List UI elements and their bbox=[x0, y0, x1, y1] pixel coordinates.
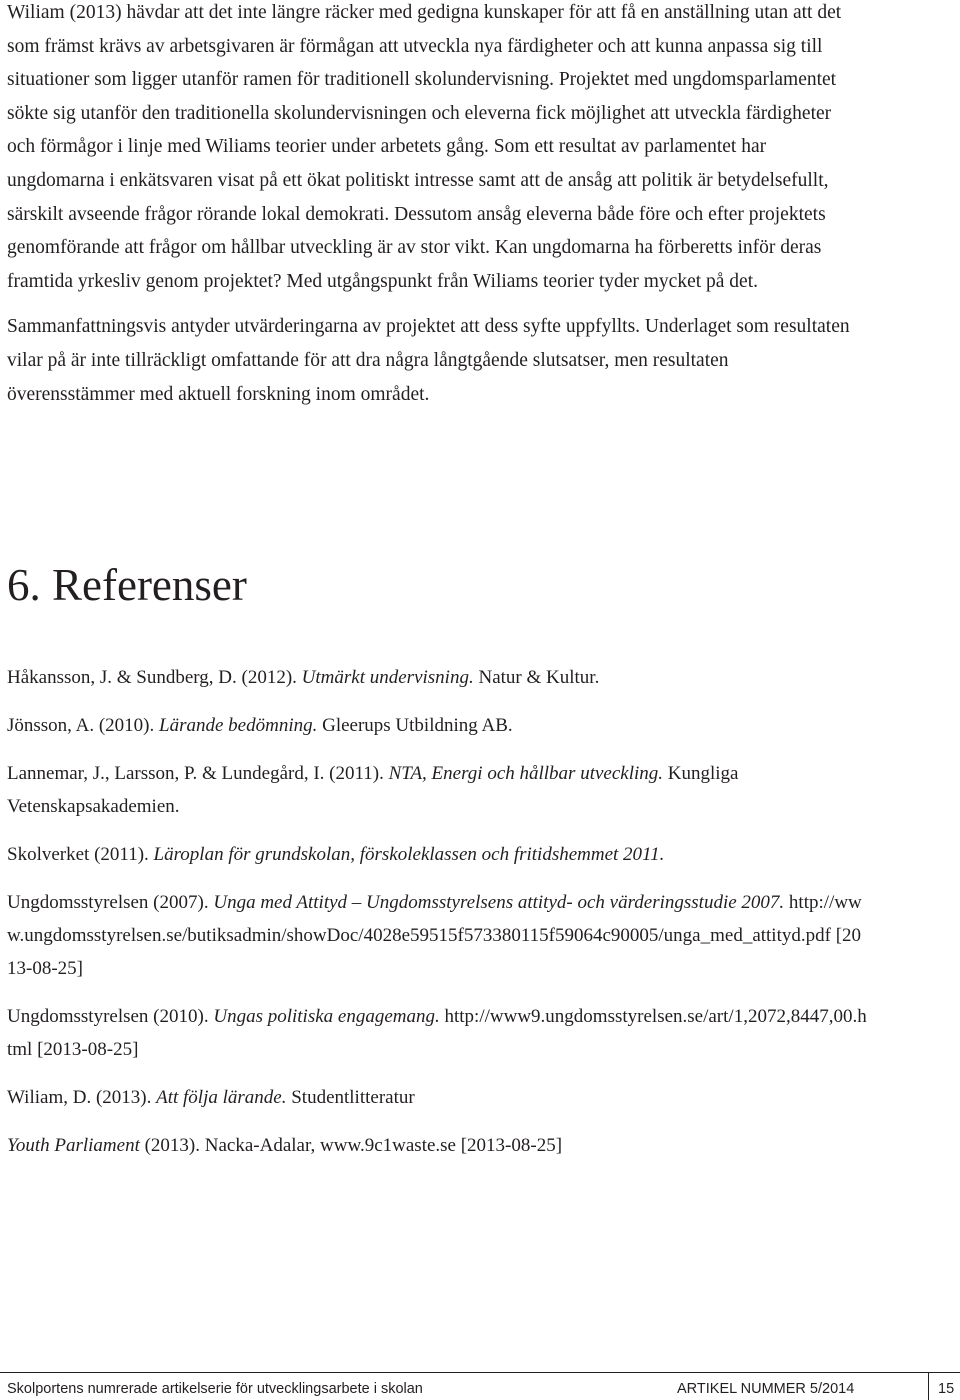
page-footer bbox=[0, 1372, 960, 1400]
reference-item: Lannemar, J., Larsson, P. & Lundegård, I. (2011). NTA, Energi och hållbar utveckling. Kungliga Vetenskapsakademien. bbox=[7, 763, 739, 817]
footer-divider bbox=[928, 1373, 929, 1400]
reference-item: Ungdomsstyrelsen (2007). Unga med Attityd – Ungdomsstyrelsens attityd- och värderingsstudie 2007. http://www.ungdomsstyrelsen.se/butiksadmin/showDoc/4028e59515f573380115f59064c90005/unga_med_attityd.pdf [2013-08-25] bbox=[7, 892, 862, 979]
reference-item: Ungdomsstyrelsen (2010). Ungas politiska engagemang. http://www9.ungdomsstyrelsen.se/art/1,2072,8447,00.html [2013-08-25] bbox=[7, 1006, 867, 1060]
page-number: 15 bbox=[938, 1381, 955, 1397]
references-heading: 6. Referenser bbox=[7, 560, 247, 610]
reference-item: Wiliam, D. (2013). Att följa lärande. Studentlitteratur bbox=[7, 1087, 415, 1108]
reference-item: Håkansson, J. & Sundberg, D. (2012). Utmärkt undervisning. Natur & Kultur. bbox=[7, 667, 600, 688]
reference-list bbox=[7, 661, 867, 1177]
footer-article-number: ARTIKEL NUMMER 5/2014 bbox=[677, 1381, 855, 1397]
body-paragraph-1: Wiliam (2013) hävdar att det inte längre räcker med gedigna kunskaper för att få en anställning utan att det som främst krävs av arbetsgivaren är förmågan att utveckla nya färdigheter och att kunna anpassa sig till situationer som ligger utanför ramen för traditionell skolundervisning. Projektet med ungdomsparlamentet sökte sig utanför den traditionella skolundervisningen och eleverna fick möjlighet att utveckla färdigheter och förmågor i linje med Wiliams teorier under arbetets gång. Som ett resultat av parlamentet har ungdomarna i enkätsvaren visat på ett ökat politiskt intresse samt att de ansåg att politik är betydelsefullt, särskilt avseende frågor rörande lokal demokrati. Dessutom ansåg eleverna både före och efter projektets genomförande att frågor om hållbar utveckling är av stor vikt. Kan ungdomarna ha förberetts inför deras framtida yrkesliv genom projektet? Med utgångspunkt från Wiliams teorier tyder mycket på det. bbox=[7, 2, 842, 292]
body-text bbox=[7, 0, 857, 411]
reference-item: Youth Parliament (2013). Nacka-Adalar, www.9c1waste.se [2013-08-25] bbox=[7, 1135, 563, 1156]
reference-item: Skolverket (2011). Läroplan för grundskolan, förskoleklassen och fritidshemmet 2011. bbox=[7, 844, 665, 865]
footer-series-title: Skolportens numrerade artikelserie för utvecklingsarbete i skolan bbox=[7, 1381, 423, 1397]
reference-item: Jönsson, A. (2010). Lärande bedömning. Gleerups Utbildning AB. bbox=[7, 715, 513, 736]
body-paragraph-2: Sammanfattningsvis antyder utvärderingarna av projektet att dess syfte uppfyllts. Underlaget som resultaten vilar på är inte tillräckligt omfattande för att dra några långtgående slutsatser, men resultaten överensstämmer med aktuell forskning inom området. bbox=[7, 316, 850, 405]
